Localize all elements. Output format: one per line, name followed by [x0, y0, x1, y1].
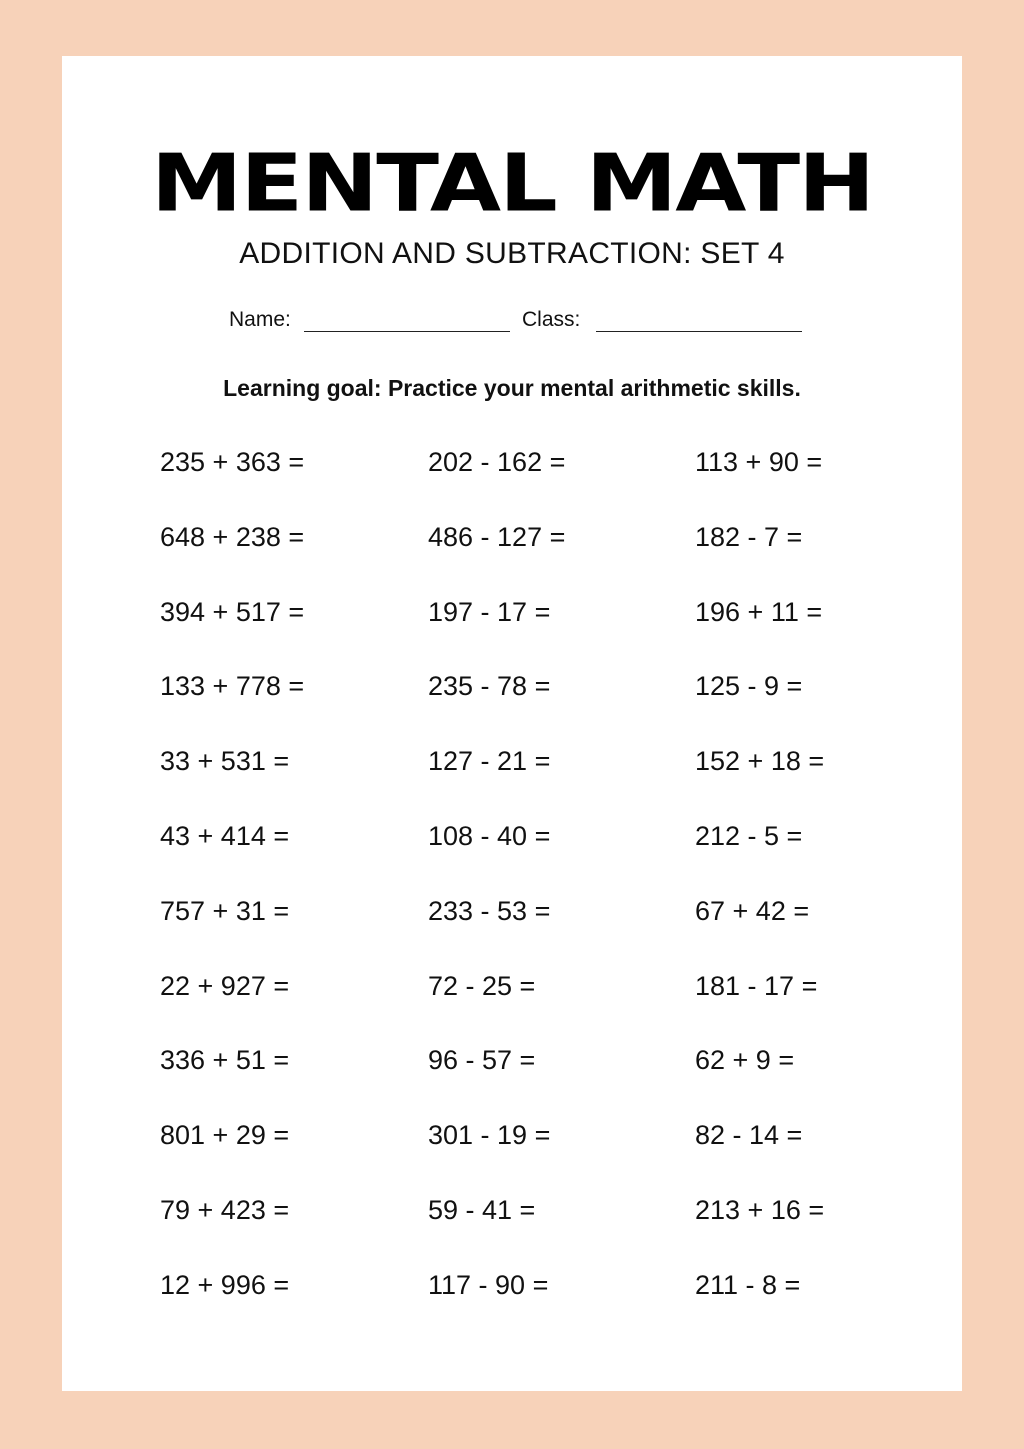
worksheet-subtitle: ADDITION AND SUBTRACTION: SET 4	[239, 237, 785, 270]
math-problem: 757 + 31 =	[160, 896, 290, 926]
math-problem: 801 + 29 =	[160, 1120, 290, 1150]
math-problem: 181 - 17 =	[695, 971, 818, 1001]
math-problem: 213 + 16 =	[695, 1195, 825, 1225]
learning-goal: Learning goal: Practice your mental arithmetic skills.	[223, 375, 801, 401]
math-problem: 125 - 9 =	[695, 671, 803, 701]
math-problem: 113 + 90 =	[695, 447, 823, 477]
math-problem: 117 - 90 =	[428, 1270, 549, 1300]
math-problem: 108 - 40 =	[428, 821, 551, 851]
math-problem: 336 + 51 =	[160, 1045, 290, 1075]
class-label: Class:	[522, 308, 581, 331]
math-problem: 235 - 78 =	[428, 671, 551, 701]
math-problem: 82 - 14 =	[695, 1120, 803, 1150]
math-problem: 67 + 42 =	[695, 896, 810, 926]
math-problem: 59 - 41 =	[428, 1195, 536, 1225]
math-problem: 33 + 531 =	[160, 746, 290, 776]
math-problem: 211 - 8 =	[695, 1270, 801, 1300]
math-problem: 152 + 18 =	[695, 746, 825, 776]
math-problem: 202 - 162 =	[428, 447, 566, 477]
math-problem: 197 - 17 =	[428, 597, 551, 627]
math-problem: 196 + 11 =	[695, 597, 823, 627]
math-problem: 43 + 414 =	[160, 821, 290, 851]
worksheet-title: MENTAL MATH	[150, 137, 874, 230]
math-problem: 12 + 996 =	[160, 1270, 290, 1300]
math-problem: 62 + 9 =	[695, 1045, 795, 1075]
math-problem: 212 - 5 =	[695, 821, 803, 851]
math-problem: 79 + 423 =	[160, 1195, 290, 1225]
math-problem: 301 - 19 =	[428, 1120, 551, 1150]
math-problem: 394 + 517 =	[160, 597, 305, 627]
name-label: Name:	[229, 308, 291, 331]
math-problem: 127 - 21 =	[428, 746, 551, 776]
math-problem: 22 + 927 =	[160, 971, 290, 1001]
math-problem: 486 - 127 =	[428, 522, 566, 552]
math-problem: 72 - 25 =	[428, 971, 536, 1001]
math-problem: 182 - 7 =	[695, 522, 803, 552]
math-problem: 235 + 363 =	[160, 447, 305, 477]
math-problem: 133 + 778 =	[160, 671, 305, 701]
math-problem: 648 + 238 =	[160, 522, 305, 552]
math-problem: 96 - 57 =	[428, 1045, 536, 1075]
math-problem: 233 - 53 =	[428, 896, 551, 926]
